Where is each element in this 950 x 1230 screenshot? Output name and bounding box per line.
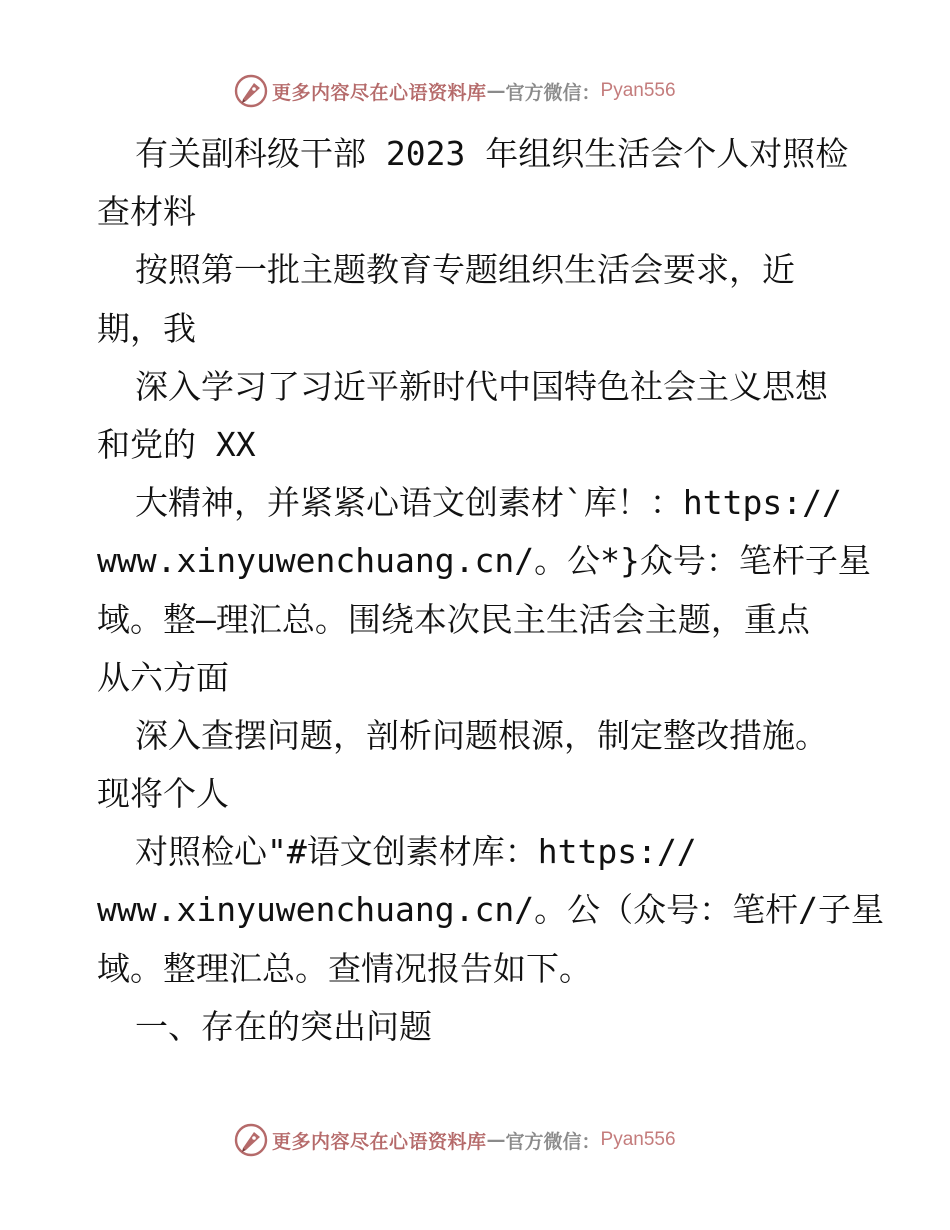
paragraph-line: 域。整—理汇总。围绕本次民主生活会主题，重点 <box>97 599 810 639</box>
watermark-dash: — <box>486 80 506 102</box>
pen-nib-logo-icon <box>234 1123 268 1157</box>
watermark-brand-text: 更多内容尽在心语资料库 <box>272 81 487 104</box>
paragraph-line: 深入查摆问题，剖析问题根源，制定整改措施。 <box>135 715 828 755</box>
watermark-footer <box>234 1122 714 1158</box>
paragraph-line: 按照第一批主题教育专题组织生活会要求，近 <box>135 250 795 290</box>
watermark-brand-text: 更多内容尽在心语资料库 <box>272 1130 487 1153</box>
watermark-wechat-id: Pyan556 <box>600 1129 676 1150</box>
paragraph-line: www.xinyuwenchuang.cn/。公*}众号：笔杆子星 <box>97 541 871 581</box>
watermark-official-label: 官方微信： <box>505 1130 601 1153</box>
paragraph-line: 大精神，并紧紧心语文创素材`库！：https:// <box>135 483 842 523</box>
watermark-official-label: 官方微信： <box>505 81 601 104</box>
watermark-dash: — <box>486 1129 506 1151</box>
pen-nib-logo-icon <box>234 74 268 108</box>
watermark-header <box>234 73 714 109</box>
watermark-wechat-id: Pyan556 <box>600 80 676 101</box>
section-heading: 一、存在的突出问题 <box>135 1006 432 1046</box>
paragraph-line: 深入学习了习近平新时代中国特色社会主义思想 <box>135 366 828 406</box>
title-line-2: 查材料 <box>97 192 196 232</box>
paragraph-line: 对照检心"#语文创素材库：https:// <box>135 832 697 872</box>
document-body <box>97 125 884 1056</box>
paragraph-line: www.xinyuwenchuang.cn/。公（众号：笔杆/子星 <box>97 890 884 930</box>
title-line-1: 有关副科级干部 2023 年组织生活会个人对照检 <box>135 134 849 173</box>
paragraph-line: 从六方面 <box>97 657 229 697</box>
paragraph-line: 期，我 <box>97 308 196 348</box>
paragraph-line: 域。整理汇总。查情况报告如下。 <box>97 948 592 988</box>
paragraph-line: 和党的 XX <box>97 424 256 464</box>
paragraph-line: 现将个人 <box>97 774 229 814</box>
